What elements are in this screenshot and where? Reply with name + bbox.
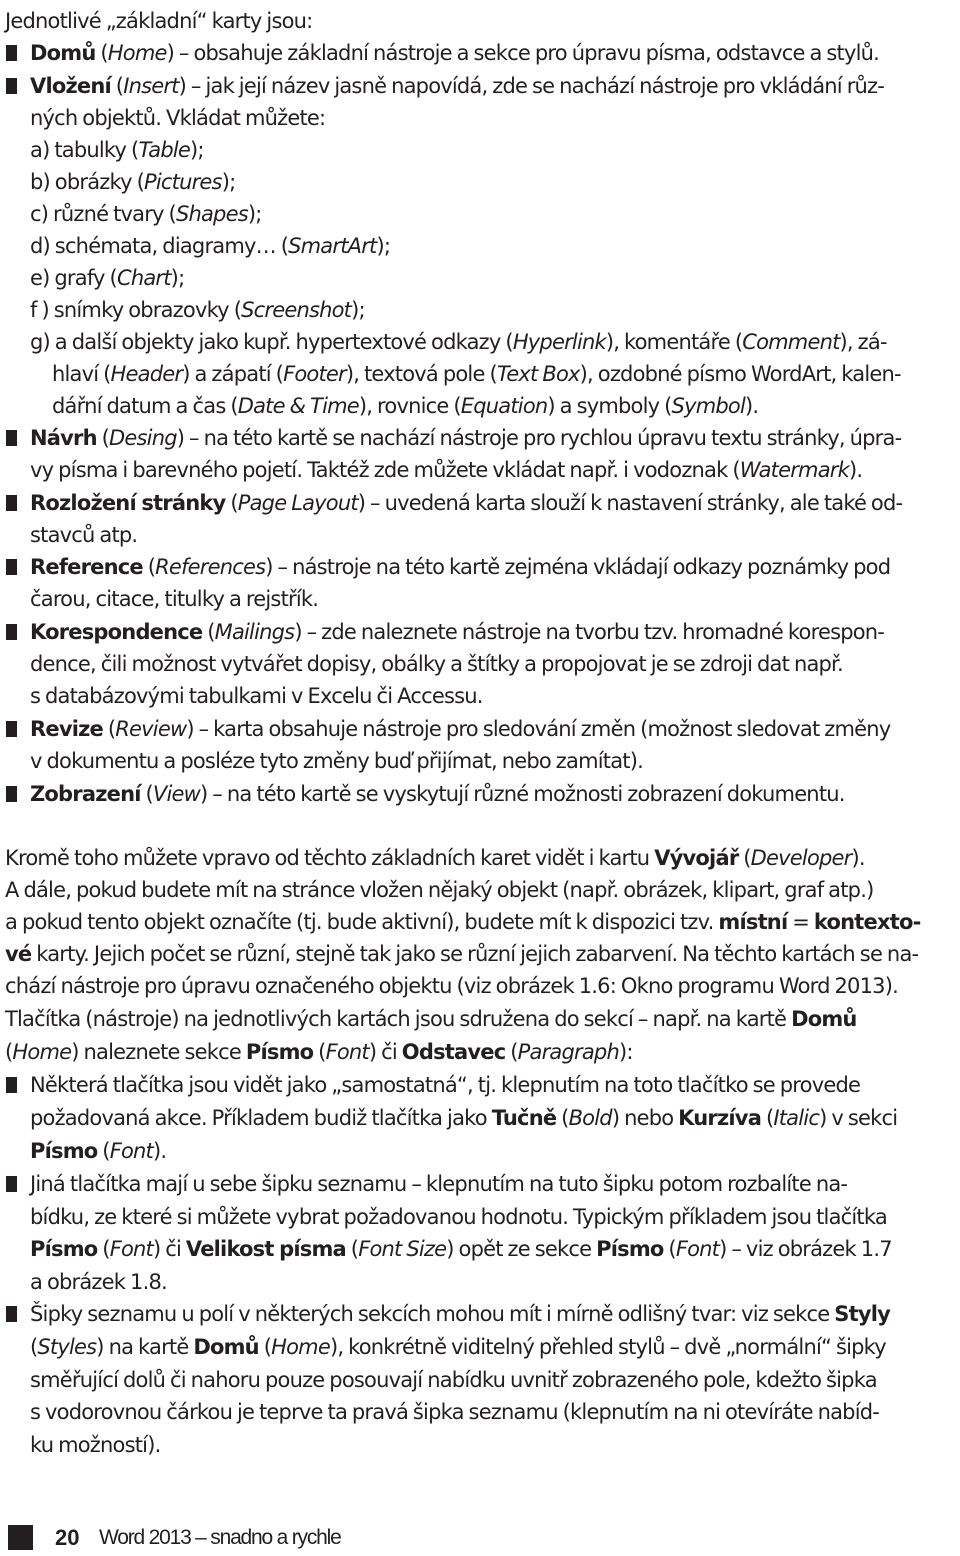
sub-list-item: e) grafy (Chart); xyxy=(30,266,185,290)
bullet-square xyxy=(6,1077,17,1093)
text-line: požadovaná akce. Příkladem budiž tlačítka jako Tučně (Bold) nebo Kurzíva (Italic) v sekci xyxy=(30,1106,898,1130)
text-line: a pokud tento objekt označíte (tj. bude aktivní), budete mít k dispozici tzv. místní = kontexto- xyxy=(5,910,921,934)
text-line: Kromě toho můžete vpravo od těchto základních karet vidět i kartu Vývojář (Developer). xyxy=(5,846,865,870)
text-line: směřující dolů či nahoru pouze posouvají nabídku uvnitř zobrazeného pole, kdežto šipka xyxy=(30,1368,877,1392)
list-item: Revize (Review) – karta obsahuje nástroje pro sledování změn (možnost sledovat změny xyxy=(30,717,891,741)
text-line: A dále, pokud budete mít na stránce vložen nějaký objekt (např. obrázek, klipart, graf atp.) xyxy=(5,878,874,902)
bullet-square xyxy=(6,786,17,802)
text-line: (Home) naleznete sekce Písmo (Font) či Odstavec (Paragraph): xyxy=(5,1040,633,1064)
text-line: Písmo (Font). xyxy=(30,1139,167,1163)
sub-list-item: f ) snímky obrazovky (Screenshot); xyxy=(30,298,365,322)
bullet-square xyxy=(6,495,17,511)
list-item: Šipky seznamu u polí v některých sekcích mohou mít i mírně odlišný tvar: viz sekce Styly xyxy=(30,1302,891,1326)
text-line: dářní datum a čas (Date & Time), rovnice (Equation) a symboly (Symbol). xyxy=(52,394,759,418)
list-item: Jiná tlačítka mají u sebe šipku seznamu – klepnutím na tuto šipku potom rozbalíte na- xyxy=(30,1172,848,1196)
text-line: Tlačítka (nástroje) na jednotlivých kartách jsou sdružena do sekcí – např. na kartě Domů xyxy=(5,1007,857,1031)
bullet-square xyxy=(6,624,17,640)
sub-list-item: a) tabulky (Table); xyxy=(30,138,204,162)
list-item: Vložení (Insert) – jak její název jasně napovídá, zde se nachází nástroje pro vkládání růz- xyxy=(30,74,885,98)
list-item: Rozložení stránky (Page Layout) – uvedená karta slouží k nastavení stránky, ale také od- xyxy=(30,491,903,515)
footer-square xyxy=(8,1525,33,1550)
bullet-square xyxy=(6,1306,17,1322)
list-item: Zobrazení (View) – na této kartě se vyskytují různé možnosti zobrazení dokumentu. xyxy=(30,782,845,806)
text-line: ných objektů. Vkládat můžete: xyxy=(30,106,326,130)
text-line: a obrázek 1.8. xyxy=(30,1270,167,1294)
list-item: Reference (References) – nástroje na této kartě zejména vkládají odkazy poznámky pod xyxy=(30,555,891,579)
sub-list-item: g) a další objekty jako kupř. hypertextové odkazy (Hyperlink), komentáře (Comment), zá- xyxy=(30,330,887,354)
bullet-square xyxy=(6,78,17,94)
sub-list-item: b) obrázky (Pictures); xyxy=(30,170,236,194)
page-number: 20 xyxy=(55,1525,80,1550)
bullet-square xyxy=(6,430,17,446)
bullet-square xyxy=(6,559,17,575)
bullet-square xyxy=(6,1176,17,1192)
sub-list-item: c) různé tvary (Shapes); xyxy=(30,202,262,226)
text-line: čarou, citace, titulky a rejstřík. xyxy=(30,587,319,611)
bullet-square xyxy=(6,45,17,61)
text-line: s databázovými tabulkami v Excelu či Accessu. xyxy=(30,684,483,708)
text-line: (Styles) na kartě Domů (Home), konkrétně viditelný přehled stylů – dvě „normální“ šipky xyxy=(30,1335,886,1359)
text-line: v dokumentu a posléze tyto změny buď přijímat, nebo zamítat). xyxy=(30,749,643,773)
text-line: hlaví (Header) a zápatí (Footer), textová pole (Text Box), ozdobné písmo WordArt, kalen- xyxy=(52,362,901,386)
text-line: ku možností). xyxy=(30,1433,161,1457)
list-item: Některá tlačítka jsou vidět jako „samostatná“, tj. klepnutím na toto tlačítko se provede xyxy=(30,1073,861,1097)
text-line: stavců atp. xyxy=(30,523,138,547)
text-line: Jednotlivé „základní“ karty jsou: xyxy=(5,9,313,33)
text-line: bídku, ze které si můžete vybrat požadovanou hodnotu. Typickým příkladem jsou tlačítka xyxy=(30,1205,887,1229)
list-item: Korespondence (Mailings) – zde naleznete nástroje na tvorbu tzv. hromadné korespon- xyxy=(30,620,885,644)
text-line: s vodorovnou čárkou je teprve ta pravá šipka seznamu (klepnutím na ni otevíráte nabíd- xyxy=(30,1400,880,1424)
sub-list-item: d) schémata, diagramy… (SmartArt); xyxy=(30,234,391,258)
list-item: Návrh (Desing) – na této kartě se nachází nástroje pro rychlou úpravu textu stránky, úpra- xyxy=(30,426,902,450)
text-line: Písmo (Font) či Velikost písma (Font Size) opět ze sekce Písmo (Font) – viz obrázek 1.7 xyxy=(30,1237,892,1261)
list-item: Domů (Home) – obsahuje základní nástroje a sekce pro úpravu písma, odstavce a stylů. xyxy=(30,41,880,65)
text-line: dence, čili možnost vytvářet dopisy, obálky a štítky a propojovat je se zdroji dat např. xyxy=(30,652,843,676)
book-title: Word 2013 – snadno a rychle xyxy=(99,1526,341,1549)
bullet-square xyxy=(6,721,17,737)
text-line: vé karty. Jejich počet se různí, stejně tak jako se různí jejich zabarvení. Na těchto kartách se na- xyxy=(5,942,919,966)
text-line: chází nástroje pro úpravu označeného objektu (viz obrázek 1.6: Okno programu Word 2013). xyxy=(5,974,899,998)
text-line: vy písma i barevného pojetí. Taktéž zde můžete vkládat např. i vodoznak (Watermark). xyxy=(30,458,863,482)
